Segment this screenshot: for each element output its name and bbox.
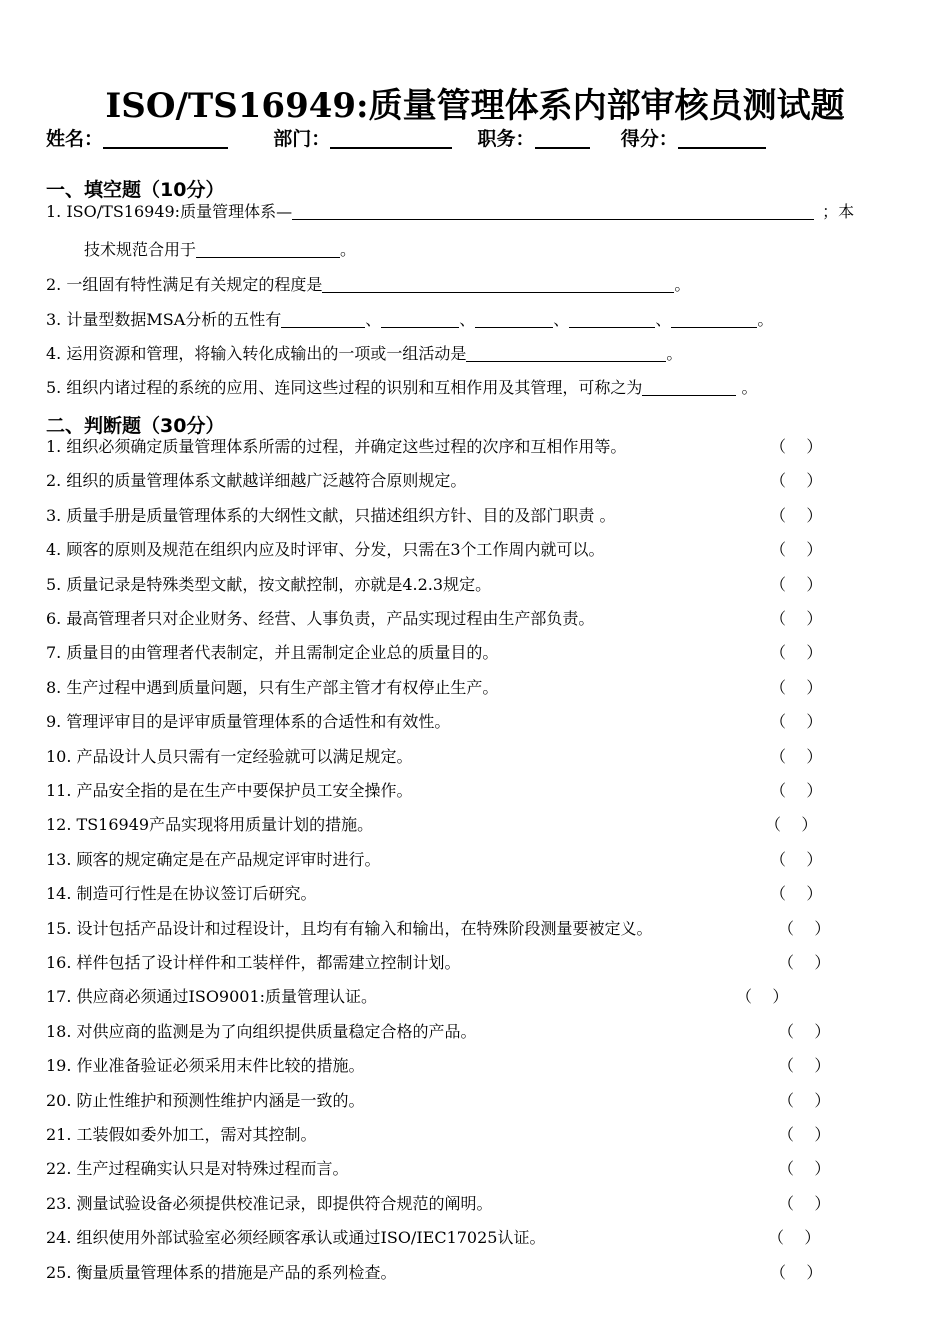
q4-end: 。 xyxy=(666,344,683,363)
score-label: 得分： xyxy=(620,128,678,150)
tf-answer-box-23[interactable]: （ ） xyxy=(778,1193,831,1213)
tf-question-10: 10. 产品设计人员只需有一定经验就可以满足规定。 xyxy=(46,746,413,766)
q3-blank-5[interactable] xyxy=(671,311,757,328)
score-field[interactable] xyxy=(678,127,766,149)
section-heading-true-false: 二、判断题（30分） xyxy=(46,415,225,437)
dept-field[interactable] xyxy=(330,127,452,149)
q3-sep: 、 xyxy=(553,310,570,329)
q3-blank-2[interactable] xyxy=(381,311,459,328)
q3-blank-4[interactable] xyxy=(569,311,655,328)
tf-question-5: 5. 质量记录是特殊类型文献，按文献控制，亦就是4.2.3规定。 xyxy=(46,574,492,594)
q4-blank[interactable] xyxy=(466,345,666,362)
dept-label: 部门： xyxy=(273,128,331,150)
tf-question-3: 3. 质量手册是质量管理体系的大纲性文献，只描述组织方针、目的及部门职责 。 xyxy=(46,505,616,525)
q3-sep: 、 xyxy=(365,310,382,329)
tf-answer-box-16[interactable]: （ ） xyxy=(778,953,831,972)
tf-question-11: 11. 产品安全指的是在生产中要保护员工安全操作。 xyxy=(46,781,413,800)
fill-question-4 xyxy=(46,344,682,364)
page-title: ISO/TS16949:质量管理体系内部审核员测试题 xyxy=(105,86,845,126)
tf-question-1: 1. 组织必须确定质量管理体系所需的过程，并确定这些过程的次序和互相作用等。 xyxy=(46,437,627,456)
tf-answer-box-25[interactable]: （ ） xyxy=(770,1262,823,1282)
tf-answer-box-17[interactable]: （ ） xyxy=(736,987,789,1007)
fill-question-2 xyxy=(46,275,690,295)
q1-text: 1. ISO/TS16949:质量管理体系— xyxy=(46,202,293,221)
tf-question-9: 9. 管理评审目的是评审质量管理体系的合适性和有效性。 xyxy=(46,712,451,732)
fill-question-5 xyxy=(46,378,757,398)
tf-answer-box-24[interactable]: （ ） xyxy=(768,1228,821,1248)
tf-question-16: 16. 样件包括了设计样件和工装样件，都需建立控制计划。 xyxy=(46,953,461,972)
q5-blank[interactable] xyxy=(642,379,736,396)
q2-end: 。 xyxy=(674,275,691,294)
tf-question-24: 24. 组织使用外部试验室必须经顾客承认或通过ISO/IEC17025认证。 xyxy=(46,1228,546,1248)
position-label: 职务： xyxy=(477,128,535,150)
tf-answer-box-4[interactable]: （ ） xyxy=(770,540,823,560)
tf-question-19: 19. 作业准备验证必须采用末件比较的措施。 xyxy=(46,1056,365,1076)
q1-blank[interactable] xyxy=(292,203,814,220)
tf-question-18: 18. 对供应商的监测是为了向组织提供质量稳定合格的产品。 xyxy=(46,1021,477,1041)
tf-answer-box-20[interactable]: （ ） xyxy=(778,1090,831,1110)
q1-suffix: ；本 xyxy=(822,202,855,221)
tf-answer-box-8[interactable]: （ ） xyxy=(770,677,823,697)
tf-question-17: 17. 供应商必须通过ISO9001:质量管理认证。 xyxy=(46,987,378,1007)
tf-question-21: 21. 工装假如委外加工，需对其控制。 xyxy=(46,1125,317,1144)
tf-question-2: 2. 组织的质量管理体系文献越详细越广泛越符合原则规定。 xyxy=(46,471,467,491)
tf-answer-box-14[interactable]: （ ） xyxy=(770,884,823,904)
q2-label: 2. 一组固有特性满足有关规定的程度是 xyxy=(46,275,323,294)
tf-answer-box-19[interactable]: （ ） xyxy=(778,1056,831,1076)
tf-answer-box-21[interactable]: （ ） xyxy=(778,1125,831,1144)
position-field[interactable] xyxy=(535,127,590,149)
tf-answer-box-22[interactable]: （ ） xyxy=(778,1159,831,1179)
tf-question-22: 22. 生产过程确实认只是对特殊过程而言。 xyxy=(46,1159,349,1179)
q5-label: 5. 组织内诸过程的系统的应用、连同这些过程的识别和互相作用及其管理，可称之为 xyxy=(46,378,643,397)
tf-question-25: 25. 衡量质量管理体系的措施是产品的系列检查。 xyxy=(46,1262,397,1282)
tf-question-4: 4. 顾客的原则及规范在组织内应及时评审、分发，只需在3个工作周内就可以。 xyxy=(46,540,605,560)
q3-blank-1[interactable] xyxy=(281,311,365,328)
section-heading-fill-in: 一、填空题（10分） xyxy=(46,179,225,201)
tf-answer-box-3[interactable]: （ ） xyxy=(770,505,823,525)
tf-answer-box-6[interactable]: （ ） xyxy=(770,609,823,628)
tf-answer-box-15[interactable]: （ ） xyxy=(778,918,831,938)
tf-question-20: 20. 防止性维护和预测性维护内涵是一致的。 xyxy=(46,1090,365,1110)
header-fields xyxy=(46,124,766,151)
q1-cont-text: 技术规范合用于 xyxy=(84,240,197,259)
tf-answer-box-2[interactable]: （ ） xyxy=(770,471,823,491)
q5-end: 。 xyxy=(736,378,758,397)
q2-blank[interactable] xyxy=(322,276,674,293)
tf-question-13: 13. 顾客的规定确定是在产品规定评审时进行。 xyxy=(46,849,381,869)
q3-blank-3[interactable] xyxy=(475,311,553,328)
q1-scope-blank[interactable] xyxy=(196,241,340,258)
tf-answer-box-12[interactable]: （ ） xyxy=(765,815,818,835)
name-field[interactable] xyxy=(103,127,228,149)
fill-question-3 xyxy=(46,310,773,330)
fill-question-1-cont xyxy=(84,240,356,260)
q3-label: 3. 计量型数据MSA分析的五性有 xyxy=(46,310,282,329)
tf-answer-box-9[interactable]: （ ） xyxy=(770,712,823,732)
tf-question-8: 8. 生产过程中遇到质量问题，只有生产部主管才有权停止生产。 xyxy=(46,677,499,697)
q1-cont-end: 。 xyxy=(340,240,357,259)
tf-question-23: 23. 测量试验设备必须提供校准记录，即提供符合规范的阐明。 xyxy=(46,1193,493,1213)
tf-question-6: 6. 最高管理者只对企业财务、经营、人事负责，产品实现过程由生产部负责。 xyxy=(46,609,595,628)
tf-answer-box-13[interactable]: （ ） xyxy=(770,849,823,869)
tf-question-15: 15. 设计包括产品设计和过程设计，且均有有输入和输出，在特殊阶段测量要被定义。 xyxy=(46,918,653,938)
tf-answer-box-11[interactable]: （ ） xyxy=(770,781,823,800)
q3-sep: 、 xyxy=(459,310,476,329)
tf-question-14: 14. 制造可行性是在协议签订后研究。 xyxy=(46,884,317,904)
tf-question-12: 12. TS16949产品实现将用质量计划的措施。 xyxy=(46,815,374,835)
tf-answer-box-7[interactable]: （ ） xyxy=(770,643,823,663)
tf-answer-box-10[interactable]: （ ） xyxy=(770,746,823,766)
tf-answer-box-18[interactable]: （ ） xyxy=(778,1021,831,1041)
tf-answer-box-5[interactable]: （ ） xyxy=(770,574,823,594)
name-label: 姓名： xyxy=(46,128,104,150)
q3-end: 。 xyxy=(757,310,774,329)
tf-question-7: 7. 质量目的由管理者代表制定，并且需制定企业总的质量目的。 xyxy=(46,643,499,663)
q3-sep: 、 xyxy=(655,310,672,329)
fill-question-1 xyxy=(46,202,854,222)
q4-label: 4. 运用资源和管理，将输入转化成输出的一项或一组活动是 xyxy=(46,344,467,363)
tf-answer-box-1[interactable]: （ ） xyxy=(770,437,823,456)
